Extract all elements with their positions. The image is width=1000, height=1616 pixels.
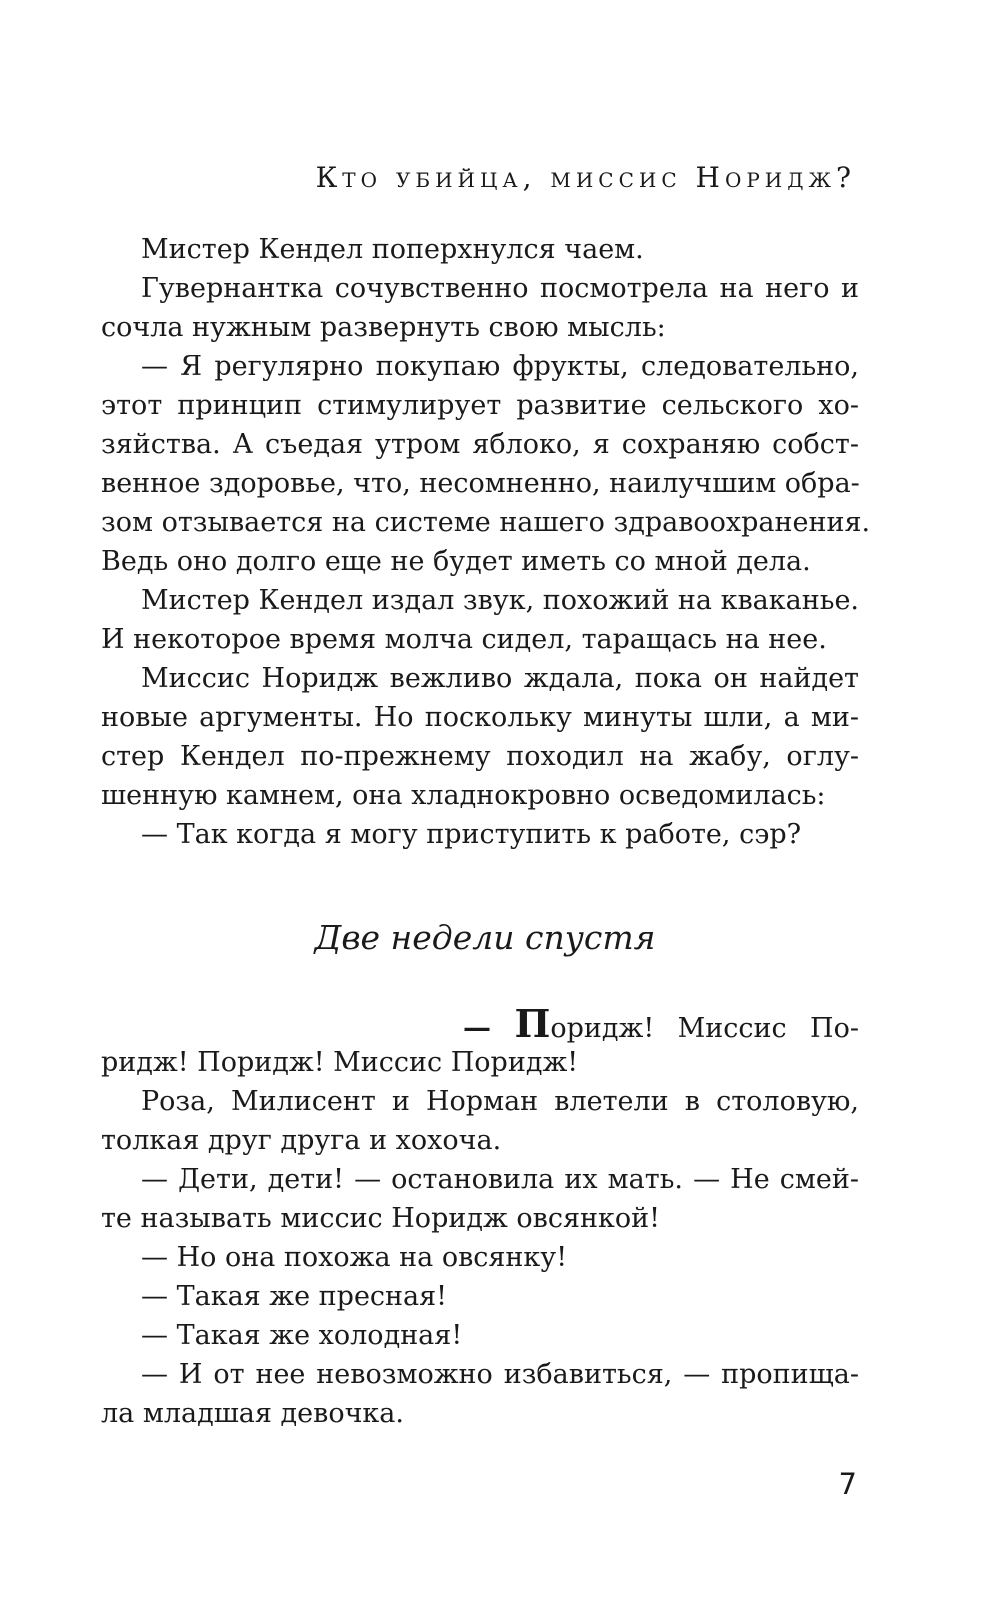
text-line: те называть миссис Норидж овсянкой! xyxy=(101,1203,660,1234)
text-line: — И от нее невозможно избавиться, — пропища- xyxy=(141,1359,859,1390)
text-line: новые аргументы. Но поскольку минуты шли, а ми- xyxy=(101,702,859,733)
text-line: Миссис Норидж вежливо ждала, пока он найдет xyxy=(141,663,859,694)
text-line: Мистер Кендел поперхнулся чаем. xyxy=(141,234,644,265)
text-line: — Такая же пресная! xyxy=(141,1281,448,1312)
text-line: ла младшая девочка. xyxy=(101,1398,404,1429)
text-line: зом отзывается на системе нашего здравоохранения. xyxy=(101,507,871,538)
dropcap-rest: оридж! Миссис По- xyxy=(550,1013,859,1044)
dropcap-dash: — xyxy=(463,1011,491,1044)
dropcap-letter: П xyxy=(514,1001,551,1046)
text-line: шенную камнем, она хладнокровно осведомилась: xyxy=(101,780,826,811)
text-line: зяйства. А съедая утром яблоко, я сохраняю собст- xyxy=(101,429,859,460)
page-number: 7 xyxy=(838,1467,857,1501)
text-line: ридж! Поридж! Миссис Поридж! xyxy=(101,1047,579,1078)
text-line: — Так когда я могу приступить к работе, сэр? xyxy=(141,819,802,850)
text-line: — Я регулярно покупаю фрукты, следовательно, xyxy=(141,351,859,382)
text-line: сочла нужным развернуть свою мысль: xyxy=(101,312,666,343)
text-line: Ведь оно долго еще не будет иметь со мной дела. xyxy=(101,546,811,577)
text-line: этот принцип стимулирует развитие сельского хо- xyxy=(101,390,859,421)
section-heading: Две недели спустя xyxy=(314,918,656,957)
dropcap-line xyxy=(101,1001,859,1046)
text-line: Гувернантка сочувственно посмотрела на него и xyxy=(141,273,859,304)
text-section-b xyxy=(101,1001,859,1433)
text-line: Мистер Кендел издал звук, похожий на кваканье. xyxy=(141,585,860,616)
text-line: Роза, Милисент и Норман влетели в столовую, xyxy=(141,1086,859,1117)
text-section-a xyxy=(101,230,871,854)
text-line: — Дети, дети! — остановила их мать. — Не смей- xyxy=(141,1164,859,1195)
text-line: толкая друг друга и хохоча. xyxy=(101,1125,502,1156)
running-header: Кто убийца, миссис Норидж? xyxy=(315,161,856,194)
text-line: венное здоровье, что, несомненно, наилучшим обра- xyxy=(101,468,860,499)
text-line: стер Кендел по-прежнему походил на жабу, оглу- xyxy=(101,741,859,772)
text-line: И некоторое время молча сидел, таращась на нее. xyxy=(101,624,827,655)
text-line: — Такая же холодная! xyxy=(141,1320,463,1351)
text-line: — Но она похожа на овсянку! xyxy=(141,1242,568,1273)
